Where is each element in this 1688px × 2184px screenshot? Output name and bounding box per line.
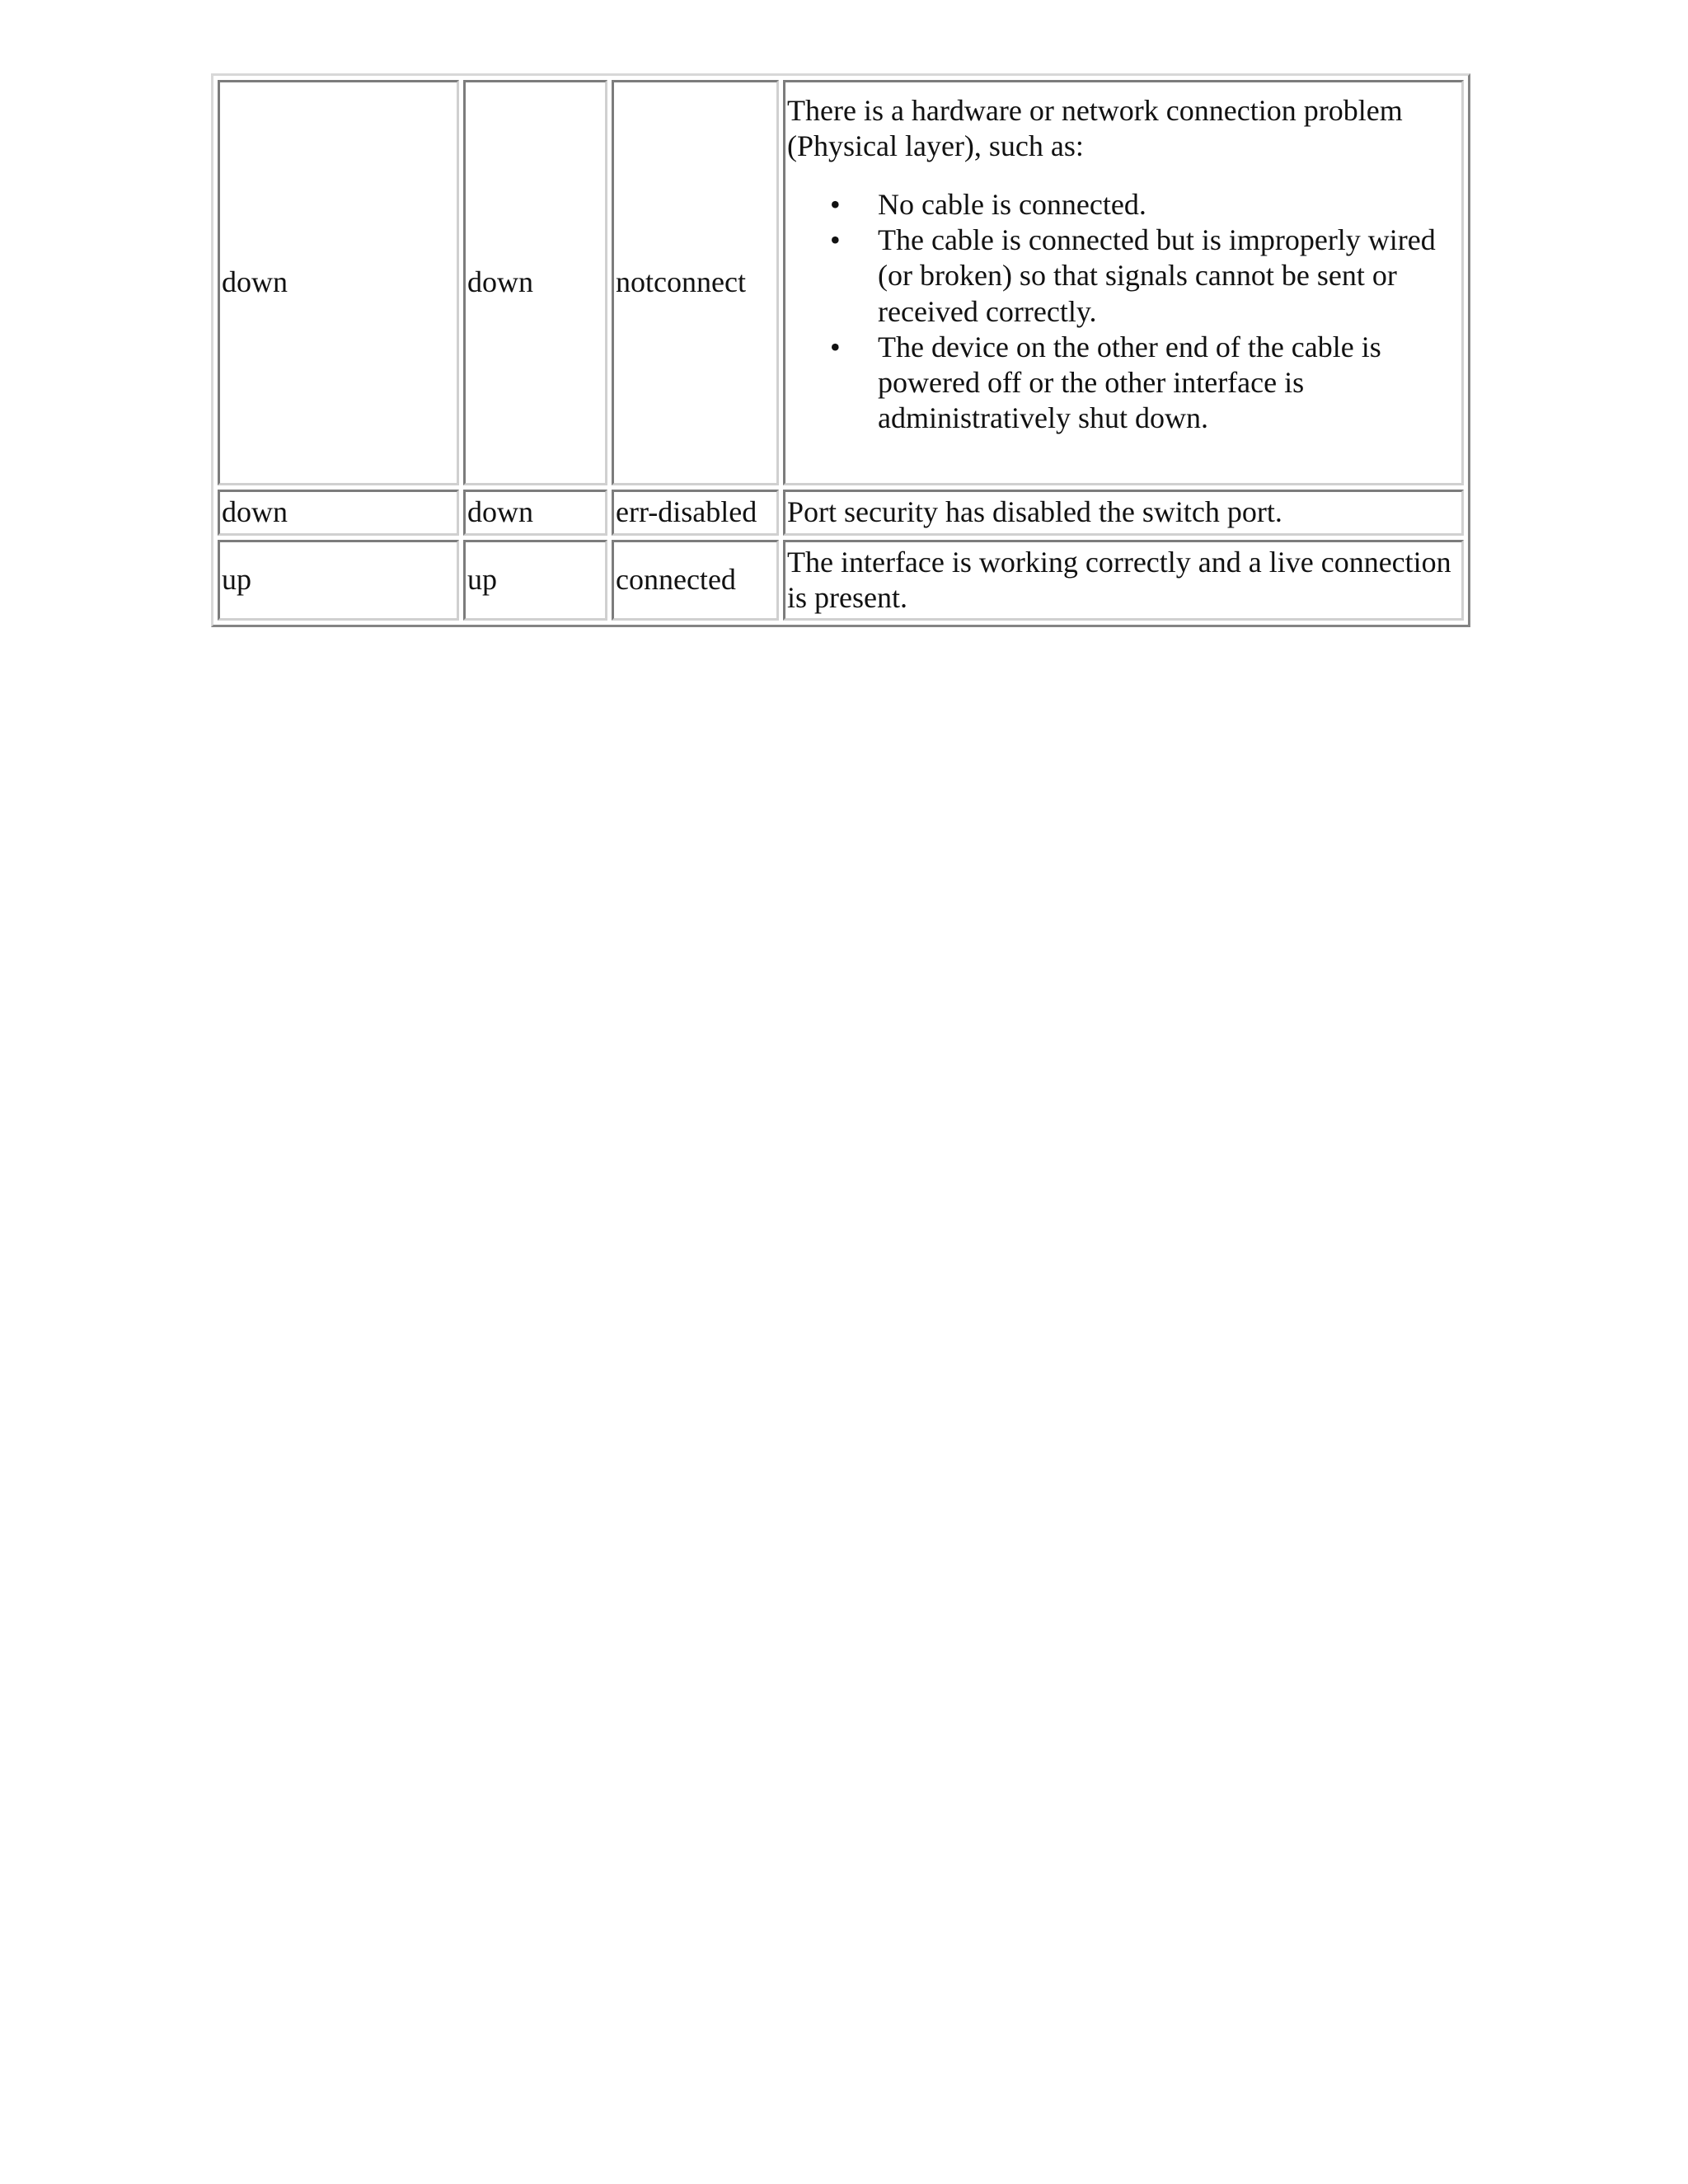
list-item <box>830 187 1460 223</box>
bullet-icon: • <box>830 223 841 257</box>
protocol-status-cell: up <box>463 540 607 621</box>
table-row <box>218 80 1464 485</box>
list-item-text: The cable is connected but is improperly wired (or broken) so that signals cannot be sent or received correctly. <box>878 223 1436 328</box>
line-status-cell: down <box>218 490 459 536</box>
protocol-status-cell: down <box>463 80 607 485</box>
protocol-status-cell: down <box>463 490 607 536</box>
cause-list <box>787 187 1460 436</box>
interface-status-cell: err-disabled <box>612 490 779 536</box>
interface-status-cell: notconnect <box>612 80 779 485</box>
description-cell <box>783 80 1464 485</box>
line-status-cell: down <box>218 80 459 485</box>
list-item <box>830 223 1460 330</box>
description-cell: Port security has disabled the switch port. <box>783 490 1464 536</box>
table-row <box>218 540 1464 621</box>
list-item-text: No cable is connected. <box>878 188 1146 222</box>
list-item <box>830 330 1460 437</box>
line-status-cell: up <box>218 540 459 621</box>
bullet-icon: • <box>830 188 841 222</box>
description-cell: The interface is working correctly and a live connection is present. <box>783 540 1464 621</box>
interface-status-cell: connected <box>612 540 779 621</box>
interface-status-table <box>211 73 1470 627</box>
bullet-icon: • <box>830 330 841 363</box>
list-item-text: The device on the other end of the cable is powered off or the other interface is administratively shut down. <box>878 330 1381 435</box>
description-text: There is a hardware or network connection problem (Physical layer), such as: <box>787 93 1403 162</box>
table-row <box>218 490 1464 536</box>
